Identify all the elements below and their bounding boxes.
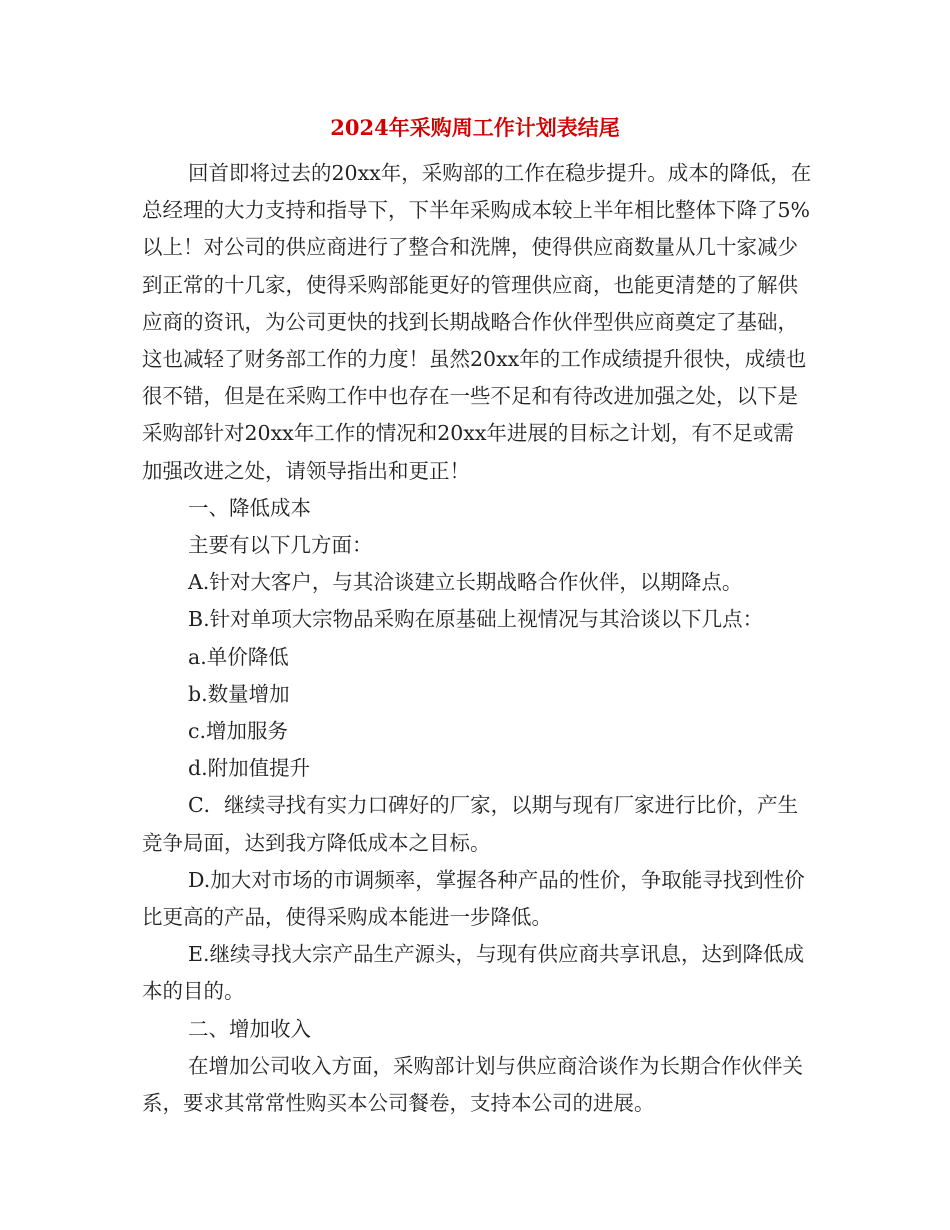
list-item: E.继续寻找大宗产品生产源头，与现有供应商共享讯息，达到降低成本的目的。 xyxy=(142,942,804,1004)
section-heading-increase-income: 二、增加收入 xyxy=(188,1016,311,1041)
list-item: C．继续寻找有实力口碑好的厂家，以期与现有厂家进行比价，产生竞争局面，达到我方降低成本之目标。 xyxy=(142,793,799,855)
list-item: D.加大对市场的市调频率，掌握各种产品的性价，争取能寻找到性价比更高的产品，使得采购成本能进一步降低。 xyxy=(142,867,805,930)
intro-paragraph: 回首即将过去的20xx年，采购部的工作在稳步提升。成本的降低，在总经理的大力支持和指导下，下半年采购成本较上半年相比整体下降了5%以上！对公司的供应商进行了整合和洗牌，使得供应商数量从几十家减少到正常的十几家，使得采购部能更好的管理供应商，也能更清楚的了解供应商的资讯，为公司更快的找到长期战略合作伙伴型供应商奠定了基础，这也减轻了财务部工作的力度！虽然20xx年的工作成绩提升很快，成绩也很不错，但是在采购工作中也存在一些不足和有待改进加强之处，以下是采购部针对20xx年工作的情况和20xx年进展的目标之计划，有不足或需加强改进之处，请领导指出和更正！ xyxy=(142,161,812,483)
sub-list-item: c.增加服务 xyxy=(188,719,288,744)
section-heading-reduce-cost: 一、降低成本 xyxy=(188,495,311,520)
list-item: B.针对单项大宗物品采购在原基础上视情况与其洽谈以下几点： xyxy=(188,607,764,632)
section-intro: 主要有以下几方面： xyxy=(188,533,373,558)
document-body xyxy=(142,155,814,1122)
list-item: A.针对大客户，与其洽谈建立长期战略合作伙伴，以期降点。 xyxy=(188,570,743,595)
sub-list-item: d.附加值提升 xyxy=(188,756,311,781)
sub-list-item: b.数量增加 xyxy=(188,681,290,706)
document-title: 2024年采购周工作计划表结尾 xyxy=(330,115,620,140)
body-paragraph: 在增加公司收入方面，采购部计划与供应商洽谈作为长期合作伙伴关系，要求其常常性购买本公司餐卷，支持本公司的进展。 xyxy=(142,1053,803,1116)
sub-list-item: a.单价降低 xyxy=(188,644,289,669)
